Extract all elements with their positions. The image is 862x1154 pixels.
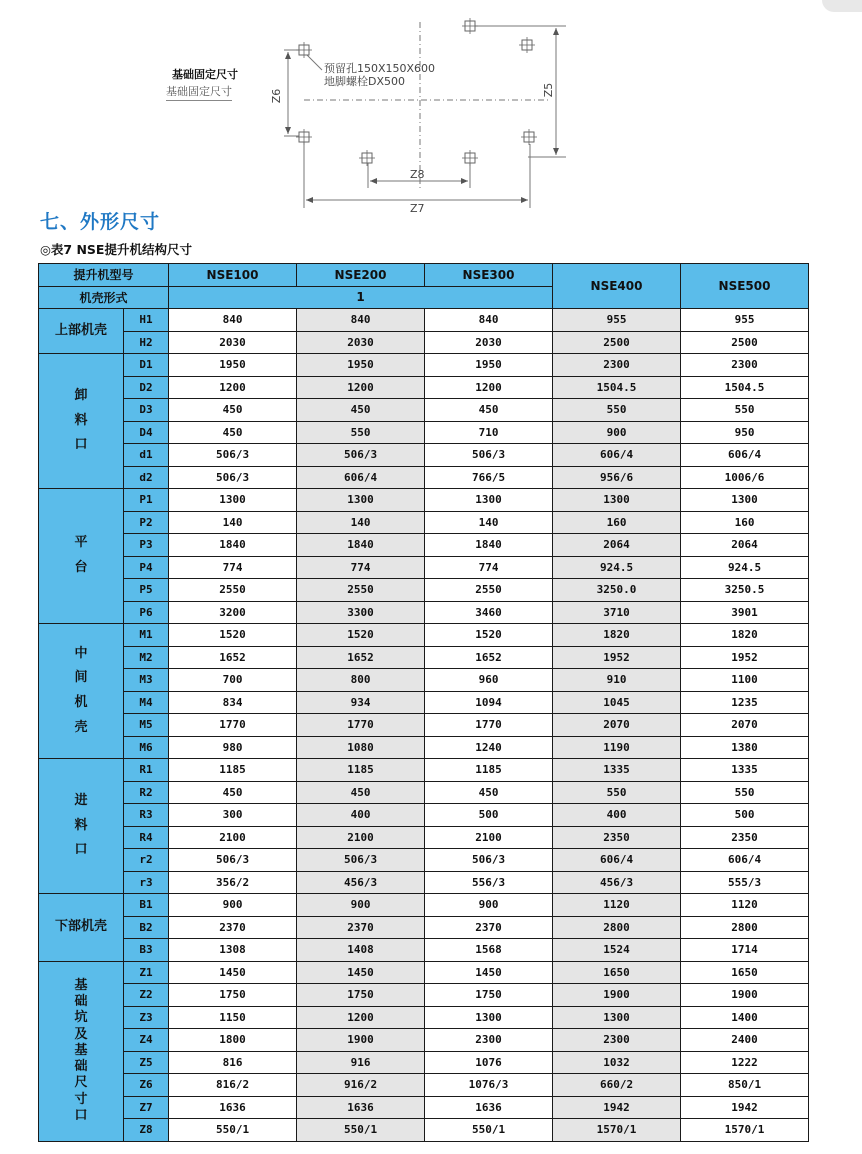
value-cell: 2370 bbox=[297, 916, 425, 939]
row-code: D1 bbox=[124, 354, 169, 377]
value-cell: 555/3 bbox=[681, 871, 809, 894]
value-cell: 356/2 bbox=[169, 871, 297, 894]
value-cell: 1308 bbox=[169, 939, 297, 962]
value-cell: 1636 bbox=[297, 1096, 425, 1119]
value-cell: 1200 bbox=[297, 376, 425, 399]
value-cell: 1750 bbox=[169, 984, 297, 1007]
table-row bbox=[39, 1074, 809, 1097]
value-cell: 980 bbox=[169, 736, 297, 759]
value-cell: 2370 bbox=[425, 916, 553, 939]
value-cell: 1800 bbox=[169, 1029, 297, 1052]
value-cell: 2030 bbox=[297, 331, 425, 354]
value-cell: 1045 bbox=[553, 691, 681, 714]
corner-tab bbox=[822, 0, 862, 12]
value-cell: 456/3 bbox=[297, 871, 425, 894]
row-code: Z8 bbox=[124, 1119, 169, 1142]
table-row bbox=[39, 376, 809, 399]
value-cell: 1190 bbox=[553, 736, 681, 759]
value-cell: 924.5 bbox=[681, 556, 809, 579]
value-cell: 916/2 bbox=[297, 1074, 425, 1097]
value-cell: 1652 bbox=[425, 646, 553, 669]
value-cell: 900 bbox=[297, 894, 425, 917]
row-code: R2 bbox=[124, 781, 169, 804]
table-row bbox=[39, 466, 809, 489]
value-cell: 900 bbox=[169, 894, 297, 917]
row-code: M5 bbox=[124, 714, 169, 737]
table-row bbox=[39, 601, 809, 624]
value-cell: 1820 bbox=[553, 624, 681, 647]
bolt-hole-marks bbox=[299, 21, 534, 163]
value-cell: 900 bbox=[425, 894, 553, 917]
value-cell: 160 bbox=[553, 511, 681, 534]
value-cell: 1650 bbox=[553, 961, 681, 984]
value-cell: 2350 bbox=[681, 826, 809, 849]
label-z7: Z7 bbox=[410, 202, 425, 214]
value-cell: 2350 bbox=[553, 826, 681, 849]
value-cell: 1032 bbox=[553, 1051, 681, 1074]
table-row bbox=[39, 1051, 809, 1074]
group-label: 中 间 机 壳 bbox=[39, 624, 124, 759]
value-cell: 606/4 bbox=[681, 444, 809, 467]
value-cell: 550/1 bbox=[425, 1119, 553, 1142]
row-code: B1 bbox=[124, 894, 169, 917]
value-cell: 400 bbox=[297, 804, 425, 827]
label-z5: Z5 bbox=[542, 82, 555, 98]
table-row bbox=[39, 511, 809, 534]
value-cell: 450 bbox=[297, 781, 425, 804]
model-nse200: NSE200 bbox=[297, 264, 425, 287]
value-cell: 1200 bbox=[425, 376, 553, 399]
table-row bbox=[39, 849, 809, 872]
value-cell: 1076 bbox=[425, 1051, 553, 1074]
value-cell: 1185 bbox=[169, 759, 297, 782]
value-cell: 2064 bbox=[681, 534, 809, 557]
value-cell: 1335 bbox=[681, 759, 809, 782]
value-cell: 506/3 bbox=[297, 849, 425, 872]
value-cell: 3250.5 bbox=[681, 579, 809, 602]
table-row bbox=[39, 399, 809, 422]
table-row bbox=[39, 781, 809, 804]
value-cell: 1094 bbox=[425, 691, 553, 714]
row-code: Z4 bbox=[124, 1029, 169, 1052]
row-code: P3 bbox=[124, 534, 169, 557]
value-cell: 2500 bbox=[681, 331, 809, 354]
value-cell: 1006/6 bbox=[681, 466, 809, 489]
table-row bbox=[39, 1006, 809, 1029]
row-code: P4 bbox=[124, 556, 169, 579]
table-row bbox=[39, 984, 809, 1007]
value-cell: 766/5 bbox=[425, 466, 553, 489]
value-cell: 816 bbox=[169, 1051, 297, 1074]
value-cell: 606/4 bbox=[297, 466, 425, 489]
value-cell: 1450 bbox=[425, 961, 553, 984]
value-cell: 1300 bbox=[297, 489, 425, 512]
value-cell: 2300 bbox=[681, 354, 809, 377]
value-cell: 1636 bbox=[425, 1096, 553, 1119]
value-cell: 1900 bbox=[553, 984, 681, 1007]
value-cell: 2550 bbox=[297, 579, 425, 602]
row-code: P1 bbox=[124, 489, 169, 512]
row-code: r2 bbox=[124, 849, 169, 872]
value-cell: 1636 bbox=[169, 1096, 297, 1119]
value-cell: 1520 bbox=[425, 624, 553, 647]
value-cell: 1570/1 bbox=[681, 1119, 809, 1142]
table-row bbox=[39, 444, 809, 467]
value-cell: 924.5 bbox=[553, 556, 681, 579]
value-cell: 500 bbox=[681, 804, 809, 827]
value-cell: 1750 bbox=[297, 984, 425, 1007]
table-row bbox=[39, 714, 809, 737]
header-shell: 机壳形式 bbox=[39, 286, 169, 309]
value-cell: 1300 bbox=[553, 489, 681, 512]
value-cell: 140 bbox=[169, 511, 297, 534]
row-code: H1 bbox=[124, 309, 169, 332]
table-row bbox=[39, 1096, 809, 1119]
row-code: d2 bbox=[124, 466, 169, 489]
spec-table bbox=[38, 263, 809, 1142]
value-cell: 2030 bbox=[169, 331, 297, 354]
value-cell: 1150 bbox=[169, 1006, 297, 1029]
value-cell: 450 bbox=[425, 399, 553, 422]
value-cell: 1400 bbox=[681, 1006, 809, 1029]
value-cell: 1820 bbox=[681, 624, 809, 647]
value-cell: 450 bbox=[169, 399, 297, 422]
value-cell: 506/3 bbox=[169, 849, 297, 872]
value-cell: 3710 bbox=[553, 601, 681, 624]
value-cell: 955 bbox=[681, 309, 809, 332]
table-row bbox=[39, 804, 809, 827]
group-label: 上部机壳 bbox=[39, 309, 124, 354]
value-cell: 1950 bbox=[169, 354, 297, 377]
table-row bbox=[39, 871, 809, 894]
value-cell: 840 bbox=[297, 309, 425, 332]
row-code: R4 bbox=[124, 826, 169, 849]
row-code: P5 bbox=[124, 579, 169, 602]
value-cell: 450 bbox=[169, 421, 297, 444]
row-code: Z3 bbox=[124, 1006, 169, 1029]
row-code: Z7 bbox=[124, 1096, 169, 1119]
value-cell: 1450 bbox=[169, 961, 297, 984]
row-code: Z1 bbox=[124, 961, 169, 984]
table-row bbox=[39, 331, 809, 354]
value-cell: 910 bbox=[553, 669, 681, 692]
value-cell: 160 bbox=[681, 511, 809, 534]
value-cell: 1714 bbox=[681, 939, 809, 962]
table-caption: ◎表7 NSE提升机结构尺寸 bbox=[40, 242, 192, 257]
value-cell: 2100 bbox=[297, 826, 425, 849]
table-row bbox=[39, 579, 809, 602]
value-cell: 800 bbox=[297, 669, 425, 692]
label-z6: Z6 bbox=[270, 88, 283, 104]
value-cell: 1100 bbox=[681, 669, 809, 692]
value-cell: 2800 bbox=[681, 916, 809, 939]
group-label: 卸 料 口 bbox=[39, 354, 124, 489]
value-cell: 456/3 bbox=[553, 871, 681, 894]
value-cell: 840 bbox=[169, 309, 297, 332]
value-cell: 1235 bbox=[681, 691, 809, 714]
table-row bbox=[39, 646, 809, 669]
table-row bbox=[39, 1119, 809, 1142]
row-code: H2 bbox=[124, 331, 169, 354]
value-cell: 710 bbox=[425, 421, 553, 444]
value-cell: 1300 bbox=[681, 489, 809, 512]
value-cell: 3200 bbox=[169, 601, 297, 624]
value-cell: 450 bbox=[425, 781, 553, 804]
note-bolt: 地脚螺栓DX500 bbox=[324, 75, 406, 88]
value-cell: 550/1 bbox=[297, 1119, 425, 1142]
group-label: 平 台 bbox=[39, 489, 124, 624]
row-code: M6 bbox=[124, 736, 169, 759]
value-cell: 400 bbox=[553, 804, 681, 827]
value-cell: 2400 bbox=[681, 1029, 809, 1052]
value-cell: 1200 bbox=[297, 1006, 425, 1029]
row-code: M2 bbox=[124, 646, 169, 669]
table-row bbox=[39, 489, 809, 512]
table-row bbox=[39, 309, 809, 332]
value-cell: 1300 bbox=[425, 489, 553, 512]
row-code: M1 bbox=[124, 624, 169, 647]
model-nse300: NSE300 bbox=[425, 264, 553, 287]
value-cell: 2100 bbox=[425, 826, 553, 849]
value-cell: 1520 bbox=[297, 624, 425, 647]
value-cell: 1450 bbox=[297, 961, 425, 984]
value-cell: 1380 bbox=[681, 736, 809, 759]
value-cell: 2370 bbox=[169, 916, 297, 939]
legend-subtitle: 基础固定尺寸 bbox=[166, 83, 232, 101]
value-cell: 1408 bbox=[297, 939, 425, 962]
row-code: Z2 bbox=[124, 984, 169, 1007]
value-cell: 1524 bbox=[553, 939, 681, 962]
value-cell: 506/3 bbox=[425, 444, 553, 467]
table-row bbox=[39, 826, 809, 849]
value-cell: 1076/3 bbox=[425, 1074, 553, 1097]
value-cell: 834 bbox=[169, 691, 297, 714]
value-cell: 1770 bbox=[297, 714, 425, 737]
value-cell: 556/3 bbox=[425, 871, 553, 894]
header-model: 提升机型号 bbox=[39, 264, 169, 287]
value-cell: 2070 bbox=[681, 714, 809, 737]
value-cell: 140 bbox=[297, 511, 425, 534]
table-row bbox=[39, 556, 809, 579]
value-cell: 1240 bbox=[425, 736, 553, 759]
row-code: M3 bbox=[124, 669, 169, 692]
row-code: Z6 bbox=[124, 1074, 169, 1097]
group-label: 进 料 口 bbox=[39, 759, 124, 894]
table-row bbox=[39, 894, 809, 917]
value-cell: 916 bbox=[297, 1051, 425, 1074]
table-row bbox=[39, 691, 809, 714]
value-cell: 816/2 bbox=[169, 1074, 297, 1097]
value-cell: 774 bbox=[297, 556, 425, 579]
value-cell: 1080 bbox=[297, 736, 425, 759]
value-cell: 550 bbox=[553, 399, 681, 422]
value-cell: 3901 bbox=[681, 601, 809, 624]
value-cell: 2300 bbox=[553, 354, 681, 377]
value-cell: 1335 bbox=[553, 759, 681, 782]
foundation-diagram bbox=[262, 14, 582, 214]
value-cell: 900 bbox=[553, 421, 681, 444]
value-cell: 1300 bbox=[169, 489, 297, 512]
value-cell: 1840 bbox=[425, 534, 553, 557]
value-cell: 1840 bbox=[297, 534, 425, 557]
label-z8: Z8 bbox=[410, 168, 425, 181]
value-cell: 850/1 bbox=[681, 1074, 809, 1097]
value-cell: 506/3 bbox=[169, 466, 297, 489]
value-cell: 2100 bbox=[169, 826, 297, 849]
value-cell: 3300 bbox=[297, 601, 425, 624]
value-cell: 506/3 bbox=[425, 849, 553, 872]
value-cell: 1300 bbox=[425, 1006, 553, 1029]
group-label: 下部机壳 bbox=[39, 894, 124, 962]
value-cell: 934 bbox=[297, 691, 425, 714]
value-cell: 956/6 bbox=[553, 466, 681, 489]
row-code: P2 bbox=[124, 511, 169, 534]
row-code: d1 bbox=[124, 444, 169, 467]
value-cell: 774 bbox=[169, 556, 297, 579]
value-cell: 774 bbox=[425, 556, 553, 579]
value-cell: 606/4 bbox=[553, 849, 681, 872]
value-cell: 2500 bbox=[553, 331, 681, 354]
legend-title: 基础固定尺寸 bbox=[172, 68, 238, 81]
value-cell: 700 bbox=[169, 669, 297, 692]
note-hole: 预留孔150X150X600 bbox=[324, 62, 436, 75]
table-row bbox=[39, 736, 809, 759]
value-cell: 1650 bbox=[681, 961, 809, 984]
value-cell: 1504.5 bbox=[681, 376, 809, 399]
row-code: M4 bbox=[124, 691, 169, 714]
section-title: 七、外形尺寸 bbox=[40, 211, 161, 233]
table-row bbox=[39, 939, 809, 962]
value-cell: 506/3 bbox=[169, 444, 297, 467]
value-cell: 2550 bbox=[169, 579, 297, 602]
value-cell: 506/3 bbox=[297, 444, 425, 467]
table-row bbox=[39, 961, 809, 984]
row-code: r3 bbox=[124, 871, 169, 894]
value-cell: 1568 bbox=[425, 939, 553, 962]
value-cell: 1750 bbox=[425, 984, 553, 1007]
row-code: D2 bbox=[124, 376, 169, 399]
value-cell: 3460 bbox=[425, 601, 553, 624]
value-cell: 1200 bbox=[169, 376, 297, 399]
value-cell: 1770 bbox=[425, 714, 553, 737]
value-cell: 1950 bbox=[425, 354, 553, 377]
row-code: D3 bbox=[124, 399, 169, 422]
value-cell: 606/4 bbox=[681, 849, 809, 872]
value-cell: 2070 bbox=[553, 714, 681, 737]
value-cell: 1120 bbox=[553, 894, 681, 917]
table-row bbox=[39, 1029, 809, 1052]
value-cell: 1900 bbox=[681, 984, 809, 1007]
value-cell: 955 bbox=[553, 309, 681, 332]
value-cell: 1300 bbox=[553, 1006, 681, 1029]
value-cell: 2064 bbox=[553, 534, 681, 557]
value-cell: 1952 bbox=[681, 646, 809, 669]
value-cell: 2550 bbox=[425, 579, 553, 602]
value-cell: 1570/1 bbox=[553, 1119, 681, 1142]
table-row bbox=[39, 354, 809, 377]
value-cell: 300 bbox=[169, 804, 297, 827]
header-row-model bbox=[39, 264, 809, 287]
value-cell: 840 bbox=[425, 309, 553, 332]
model-nse500: NSE500 bbox=[681, 264, 809, 309]
value-cell: 2800 bbox=[553, 916, 681, 939]
value-cell: 500 bbox=[425, 804, 553, 827]
value-cell: 2300 bbox=[425, 1029, 553, 1052]
value-cell: 1652 bbox=[297, 646, 425, 669]
table-row bbox=[39, 916, 809, 939]
row-code: B3 bbox=[124, 939, 169, 962]
value-cell: 606/4 bbox=[553, 444, 681, 467]
value-cell: 960 bbox=[425, 669, 553, 692]
value-cell: 1942 bbox=[553, 1096, 681, 1119]
value-cell: 1504.5 bbox=[553, 376, 681, 399]
value-cell: 1652 bbox=[169, 646, 297, 669]
value-cell: 660/2 bbox=[553, 1074, 681, 1097]
row-code: D4 bbox=[124, 421, 169, 444]
value-cell: 2030 bbox=[425, 331, 553, 354]
value-cell: 1120 bbox=[681, 894, 809, 917]
model-nse100: NSE100 bbox=[169, 264, 297, 287]
value-cell: 550/1 bbox=[169, 1119, 297, 1142]
model-nse400: NSE400 bbox=[553, 264, 681, 309]
row-code: P6 bbox=[124, 601, 169, 624]
value-cell: 1950 bbox=[297, 354, 425, 377]
value-cell: 1185 bbox=[297, 759, 425, 782]
value-cell: 1770 bbox=[169, 714, 297, 737]
value-cell: 140 bbox=[425, 511, 553, 534]
table-row bbox=[39, 669, 809, 692]
value-cell: 550 bbox=[553, 781, 681, 804]
value-cell: 1942 bbox=[681, 1096, 809, 1119]
value-cell: 1952 bbox=[553, 646, 681, 669]
group-label: 基 础 坑 及 基 础 尺 寸 口 bbox=[39, 961, 124, 1141]
table-row bbox=[39, 759, 809, 782]
value-cell: 2300 bbox=[553, 1029, 681, 1052]
shell-value: 1 bbox=[169, 286, 553, 309]
table-row bbox=[39, 624, 809, 647]
value-cell: 1185 bbox=[425, 759, 553, 782]
value-cell: 1840 bbox=[169, 534, 297, 557]
value-cell: 550 bbox=[681, 399, 809, 422]
table-row bbox=[39, 534, 809, 557]
value-cell: 550 bbox=[681, 781, 809, 804]
value-cell: 450 bbox=[297, 399, 425, 422]
table-row bbox=[39, 421, 809, 444]
value-cell: 950 bbox=[681, 421, 809, 444]
value-cell: 1520 bbox=[169, 624, 297, 647]
row-code: Z5 bbox=[124, 1051, 169, 1074]
row-code: B2 bbox=[124, 916, 169, 939]
value-cell: 450 bbox=[169, 781, 297, 804]
row-code: R1 bbox=[124, 759, 169, 782]
value-cell: 1222 bbox=[681, 1051, 809, 1074]
row-code: R3 bbox=[124, 804, 169, 827]
value-cell: 550 bbox=[297, 421, 425, 444]
value-cell: 1900 bbox=[297, 1029, 425, 1052]
value-cell: 3250.0 bbox=[553, 579, 681, 602]
